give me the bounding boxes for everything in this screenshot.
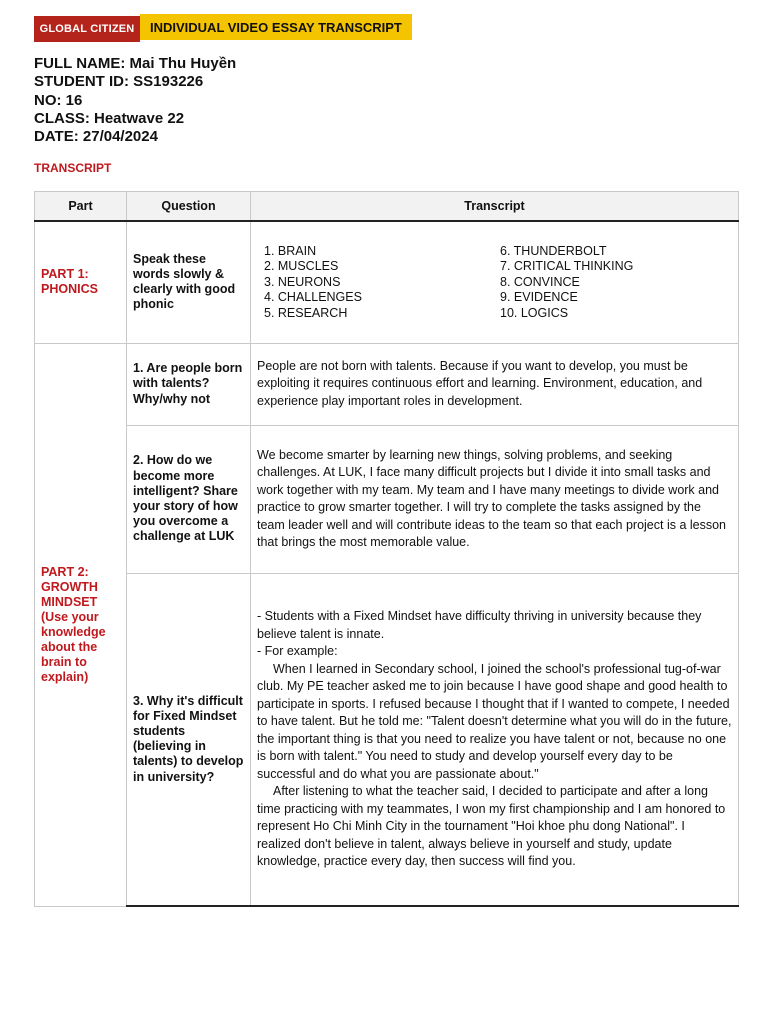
words-list-1 bbox=[264, 244, 500, 322]
list-item: 5. RESEARCH bbox=[264, 305, 348, 320]
table-row bbox=[35, 425, 739, 573]
part2-answer-1: People are not born with talents. Because if you want to develop, you must be exploiting it requires continuous effort and learning. Environment, education, and experience play important roles in development. bbox=[251, 343, 739, 425]
student-info bbox=[34, 55, 236, 146]
header-part: Part bbox=[35, 192, 127, 222]
part1-label: PART 1: PHONICS bbox=[35, 221, 127, 343]
answer-paragraph: - Students with a Fixed Mindset have difficulty thriving in university because they believe talent is innate. bbox=[257, 609, 702, 641]
list-item: 1. BRAIN bbox=[264, 243, 317, 258]
list-item: 10. LOGICS bbox=[500, 305, 569, 320]
list-item: 2. MUSCLES bbox=[264, 259, 339, 273]
transcript-table bbox=[34, 191, 739, 907]
header-transcript: Transcript bbox=[251, 192, 739, 222]
table-row bbox=[35, 343, 739, 425]
list-item: 8. CONVINCE bbox=[500, 274, 580, 289]
document-title: INDIVIDUAL VIDEO ESSAY TRANSCRIPT bbox=[140, 14, 412, 40]
full-name: FULL NAME: Mai Thu Huyền bbox=[34, 55, 237, 72]
header-question: Question bbox=[127, 192, 251, 222]
list-item: 9. EVIDENCE bbox=[500, 290, 578, 304]
section-label: TRANSCRIPT bbox=[34, 161, 112, 175]
table-row bbox=[35, 221, 739, 343]
part1-words bbox=[251, 221, 739, 343]
part2-answer-3 bbox=[251, 573, 739, 906]
date: DATE: 27/04/2024 bbox=[34, 128, 158, 146]
part2-question-2: 2. How do we become more intelligent? Share your story of how you overcome a challenge at LUK bbox=[127, 425, 251, 573]
answer-paragraph: - For example: bbox=[257, 644, 338, 658]
list-item: 7. CRITICAL THINKING bbox=[500, 259, 634, 273]
part1-question: Speak these words slowly & clearly with good phonic bbox=[127, 221, 251, 343]
global-citizen-logo: GLOBAL CITIZEN bbox=[34, 16, 140, 42]
answer-paragraph: When I learned in Secondary school, I joined the school's professional tug-of-war club. My PE teacher asked me to join because I have good shape and good health to participate in sports. I refused because I thought that if I wanted to compete, I needed to have talent. But he told me: "Talent doesn't determine what you will do in the future, the important thing is that you need to realize you have talent or not, because no one is born with talent." You need to study and develop yourself every day to be successful and do what you are passionate about." bbox=[257, 661, 732, 781]
part2-question-3: 3. Why it's difficult for Fixed Mindset students (believing in talents) to develop in university? bbox=[127, 573, 251, 906]
student-number: NO: 16 bbox=[34, 91, 83, 109]
part2-label: PART 2: GROWTH MINDSET (Use your knowledge about the brain to explain) bbox=[35, 343, 127, 906]
class-name: CLASS: Heatwave 22 bbox=[34, 109, 185, 127]
words-list-2 bbox=[500, 244, 633, 322]
part2-question-1: 1. Are people born with talents? Why/why not bbox=[127, 343, 251, 425]
list-item: 3. NEURONS bbox=[264, 274, 341, 289]
list-item: 6. THUNDERBOLT bbox=[500, 243, 607, 258]
student-id: STUDENT ID: SS193226 bbox=[34, 73, 204, 91]
list-item: 4. CHALLENGES bbox=[264, 290, 362, 304]
header-banner bbox=[34, 16, 412, 42]
part2-answer-2: We become smarter by learning new things, solving problems, and seeking challenges. At LUK, I face many difficult projects but I divide it into small tasks and work together with my team. My team and I have many meetings to divide work and practice to grow smarter together. I will try to complete the tasks assigned by the team leader well and will contribute ideas to the team so that each project is a lesson that brings the most memorable value. bbox=[251, 425, 739, 573]
answer-paragraph: After listening to what the teacher said, I decided to participate and after a long time practicing with my teammates, I won my first championship and I am honored to represent Ho Chi Minh City in the tournament "Hoi khoe phu dong National". I realized don't believe in talent, always believe in yourself and study, update knowledge, practice every day, then success will find you. bbox=[257, 784, 726, 868]
table-row bbox=[35, 573, 739, 906]
table-header-row bbox=[35, 192, 739, 222]
